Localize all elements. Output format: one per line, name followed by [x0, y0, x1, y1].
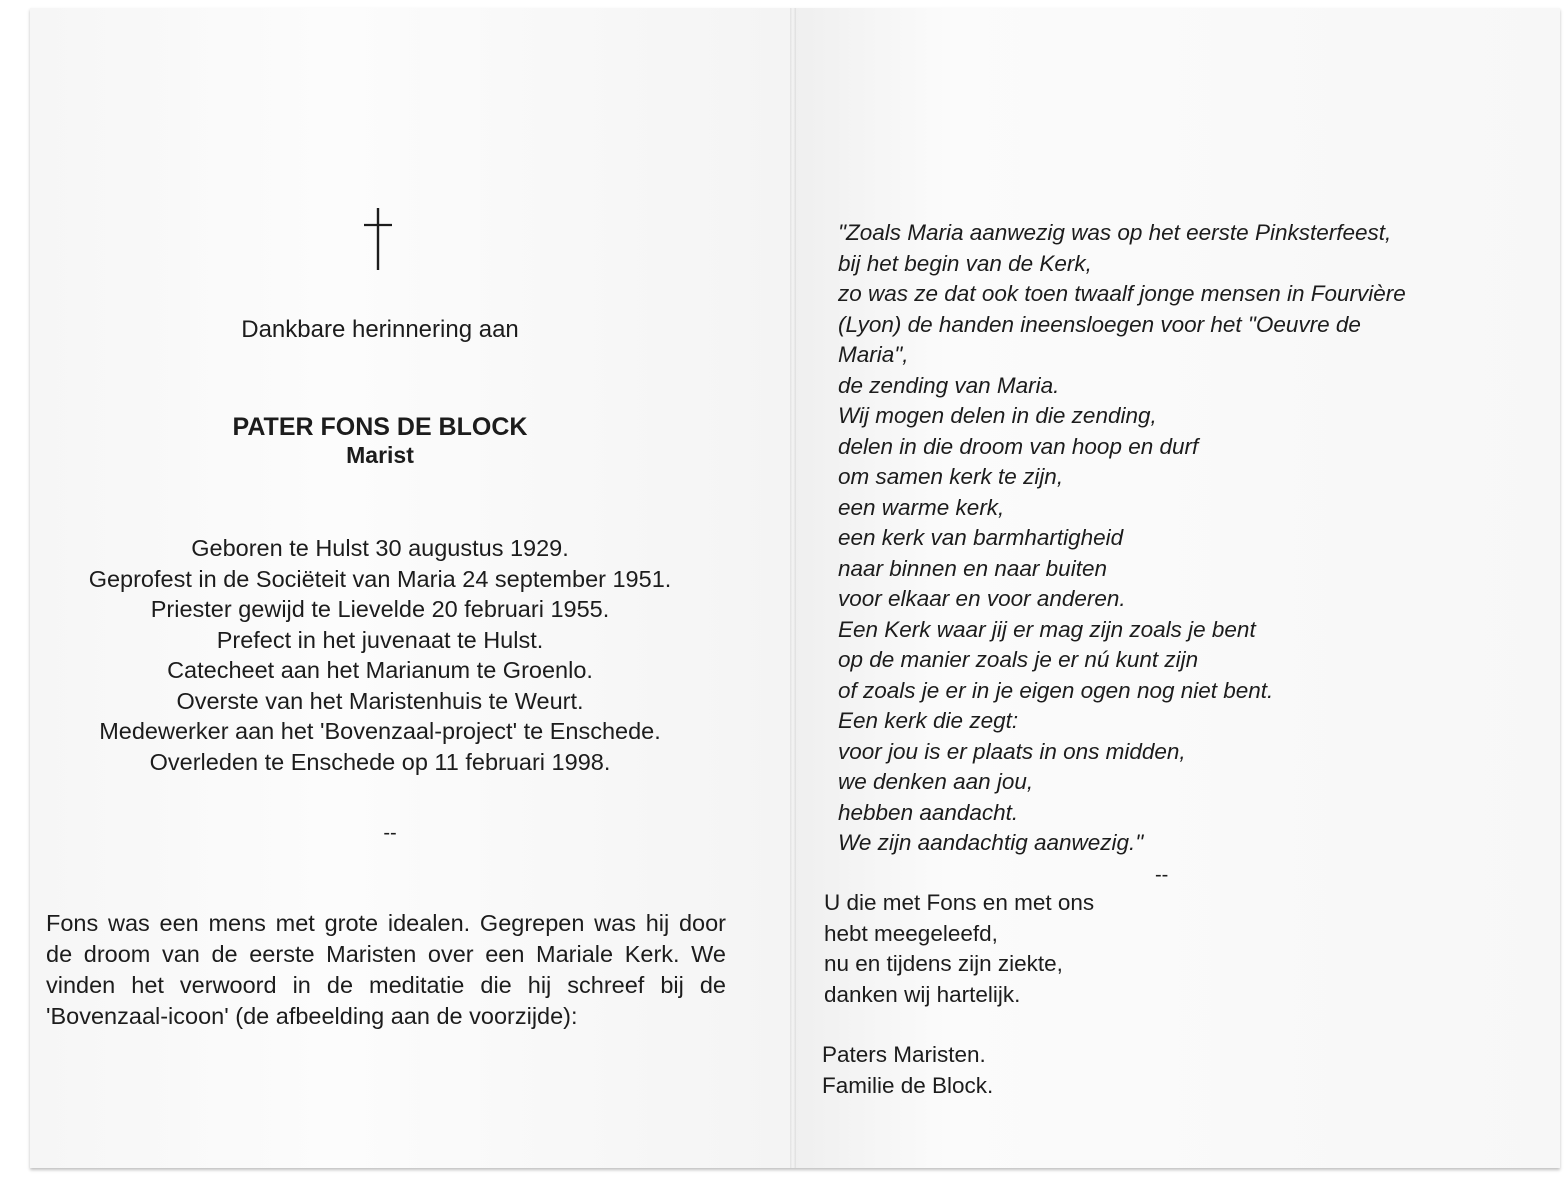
poem-line: Een kerk die zegt: — [838, 708, 1019, 733]
poem-line: zo was ze dat ook toen twaalf jonge mensen in Fourvière — [838, 281, 1406, 306]
dedication-heading: Dankbare herinnering aan — [241, 316, 519, 343]
poem-line: Maria", — [838, 342, 909, 367]
signoff — [822, 1040, 993, 1101]
biography-line: Medewerker aan het 'Bovenzaal-project' te Enschede. — [99, 718, 661, 744]
thanks-line: hebt meegeleefd, — [824, 920, 998, 946]
biography-line: Geboren te Hulst 30 augustus 1929. — [191, 535, 569, 561]
thanks-message — [824, 888, 1094, 1010]
signoff-line: Paters Maristen. — [822, 1042, 986, 1067]
thanks-line: danken wij hartelijk. — [824, 981, 1021, 1007]
biography-line: Prefect in het juvenaat te Hulst. — [216, 626, 544, 653]
poem-line: (Lyon) de handen ineensloegen voor het "Oeuvre de — [838, 311, 1361, 337]
intro-paragraph: Fons was een mens met grote idealen. Gegrepen was hij door de droom van de eerste Maristen over een Mariale Kerk. We vinden het verwoord in de meditatie die hij schreef bij de 'Bovenzaal-icoon' (de afbeelding aan de voorzijde): — [46, 910, 726, 1029]
poem-line: een warme kerk, — [838, 494, 1005, 520]
separator-dash: -- — [383, 822, 397, 844]
poem-line: delen in die droom van hoop en durf — [838, 433, 1199, 459]
poem-line: om samen kerk te zijn, — [838, 464, 1064, 489]
poem-line: Wij mogen delen in die zending, — [838, 403, 1157, 428]
meditation-poem — [838, 218, 1538, 859]
poem-line: "Zoals Maria aanwezig was op het eerste Pinksterfeest, — [838, 220, 1392, 245]
poem-line: of zoals je er in je eigen ogen nog niet bent. — [838, 677, 1274, 703]
latin-cross-icon — [363, 208, 393, 270]
biography-list — [30, 533, 730, 777]
poem-line: de zending van Maria. — [838, 372, 1060, 398]
thanks-line: nu en tijdens zijn ziekte, — [824, 951, 1063, 976]
poem-line: bij het begin van de Kerk, — [838, 250, 1092, 276]
card-fold — [790, 8, 796, 1168]
poem-line: we denken aan jou, — [838, 769, 1034, 794]
poem-line: hebben aandacht. — [838, 799, 1019, 825]
biography-line: Priester gewijd te Lievelde 20 februari 1955. — [150, 596, 610, 622]
signoff-line: Familie de Block. — [822, 1072, 994, 1098]
deceased-title: Marist — [346, 442, 414, 468]
biography-line: Overste van het Maristenhuis te Weurt. — [176, 687, 584, 714]
biography-line: Overleden te Enschede op 11 februari 1998. — [149, 748, 611, 775]
biography-line: Geprofest in de Sociëteit van Maria 24 september 1951. — [88, 565, 672, 592]
poem-line: We zijn aandachtig aanwezig." — [838, 830, 1144, 855]
poem-line: naar binnen en naar buiten — [838, 555, 1107, 581]
thanks-line: U die met Fons en met ons — [824, 890, 1095, 915]
poem-line: een kerk van barmhartigheid — [838, 525, 1124, 550]
biography-line: Catecheet aan het Marianum te Groenlo. — [167, 657, 593, 683]
poem-line: op de manier zoals je er nú kunt zijn — [838, 647, 1199, 672]
poem-line: Een Kerk waar jij er mag zijn zoals je bent — [838, 616, 1256, 642]
poem-line: voor jou is er plaats in ons midden, — [838, 738, 1186, 764]
separator-dash: -- — [1155, 864, 1169, 886]
deceased-name: PATER FONS DE BLOCK — [232, 413, 528, 441]
poem-line: voor elkaar en voor anderen. — [838, 586, 1126, 611]
